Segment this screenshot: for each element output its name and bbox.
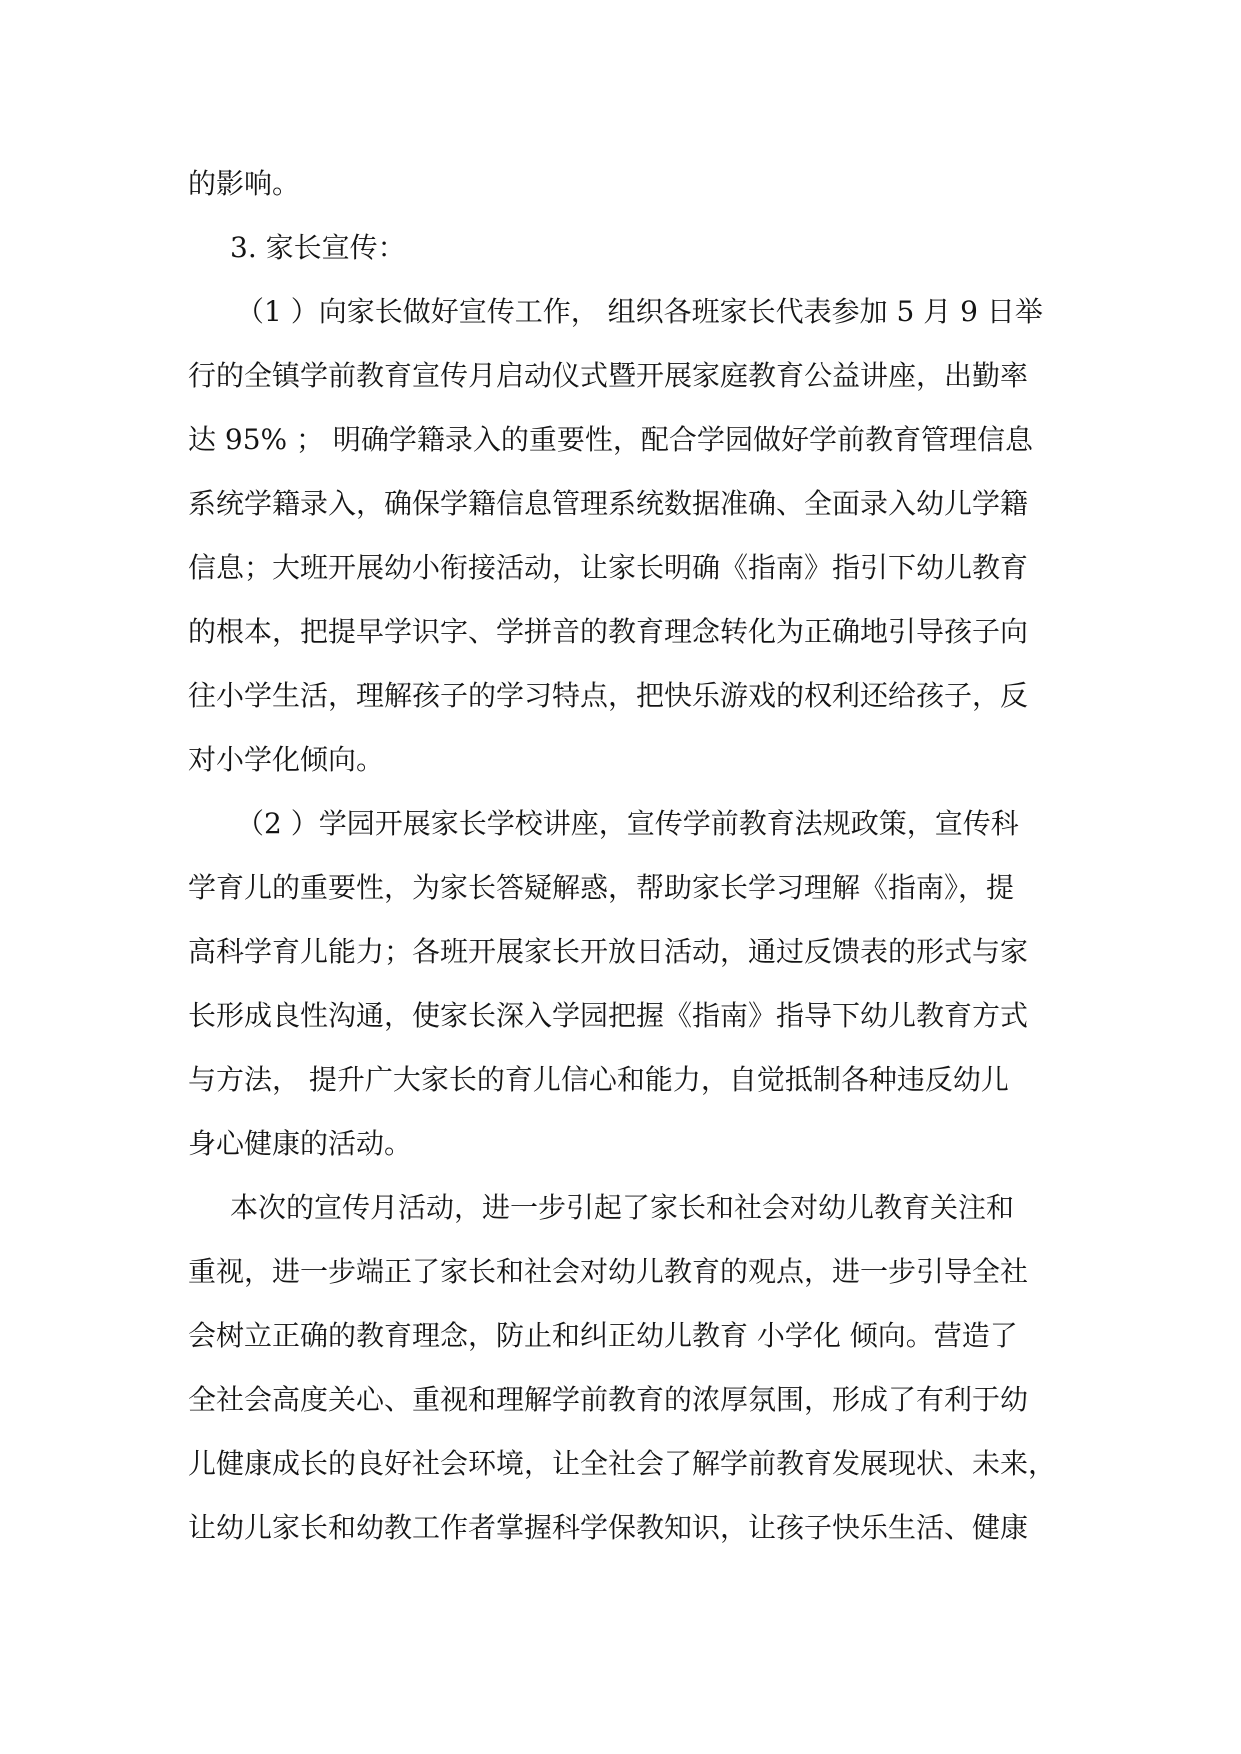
text-line: 会树立正确的教育理念，防止和纠正幼儿教育 小学化 倾向。营造了 — [188, 1319, 1018, 1352]
section-heading: 3. 家长宣传： — [230, 231, 406, 264]
text-line: 儿健康成长的良好社会环境，让全社会了解学前教育发展现状、未来， — [188, 1447, 1057, 1480]
text-line: 系统学籍录入，确保学籍信息管理系统数据准确、全面录入幼儿学籍 — [188, 487, 1029, 520]
text-line: 重视，进一步端正了家长和社会对幼儿教育的观点，进一步引导全社 — [188, 1255, 1029, 1288]
text-line: 往小学生活，理解孩子的学习特点，把快乐游戏的权利还给孩子，反 — [188, 679, 1029, 712]
text-line: 的影响。 — [188, 167, 301, 200]
text-line: 学育儿的重要性，为家长答疑解惑，帮助家长学习理解《指南》，提 — [188, 871, 1015, 904]
text-line: 行的全镇学前教育宣传月启动仪式暨开展家庭教育公益讲座，出勤率 — [188, 359, 1029, 392]
text-line: 信息；大班开展幼小衔接活动，让家长明确《指南》指引下幼儿教育 — [188, 551, 1029, 584]
text-line: （2 ）学园开展家长学校讲座，宣传学前教育法规政策，宣传科 — [236, 807, 1019, 840]
text-line: 身心健康的活动。 — [188, 1127, 413, 1160]
text-line: 长形成良性沟通，使家长深入学园把握《指南》指导下幼儿教育方式 — [188, 999, 1029, 1032]
text-line: 本次的宣传月活动，进一步引起了家长和社会对幼儿教育关注和 — [230, 1191, 1015, 1224]
text-line: 的根本，把提早学识字、学拼音的教育理念转化为正确地引导孩子向 — [188, 615, 1029, 648]
text-line: 全社会高度关心、重视和理解学前教育的浓厚氛围，形成了有利于幼 — [188, 1383, 1029, 1416]
text-line: 达 95% ； 明确学籍录入的重要性，配合学园做好学前教育管理信息 — [188, 423, 1033, 456]
text-line: 让幼儿家长和幼教工作者掌握科学保教知识，让孩子快乐生活、健康 — [188, 1511, 1029, 1544]
text-line: 与方法， 提升广大家长的育儿信心和能力，自觉抵制各种违反幼儿 — [188, 1063, 1009, 1096]
text-line: 高科学育儿能力；各班开展家长开放日活动，通过反馈表的形式与家 — [188, 935, 1029, 968]
text-line: 对小学化倾向。 — [188, 743, 385, 776]
text-line: （1 ）向家长做好宣传工作， 组织各班家长代表参加 5 月 9 日举 — [236, 295, 1043, 328]
